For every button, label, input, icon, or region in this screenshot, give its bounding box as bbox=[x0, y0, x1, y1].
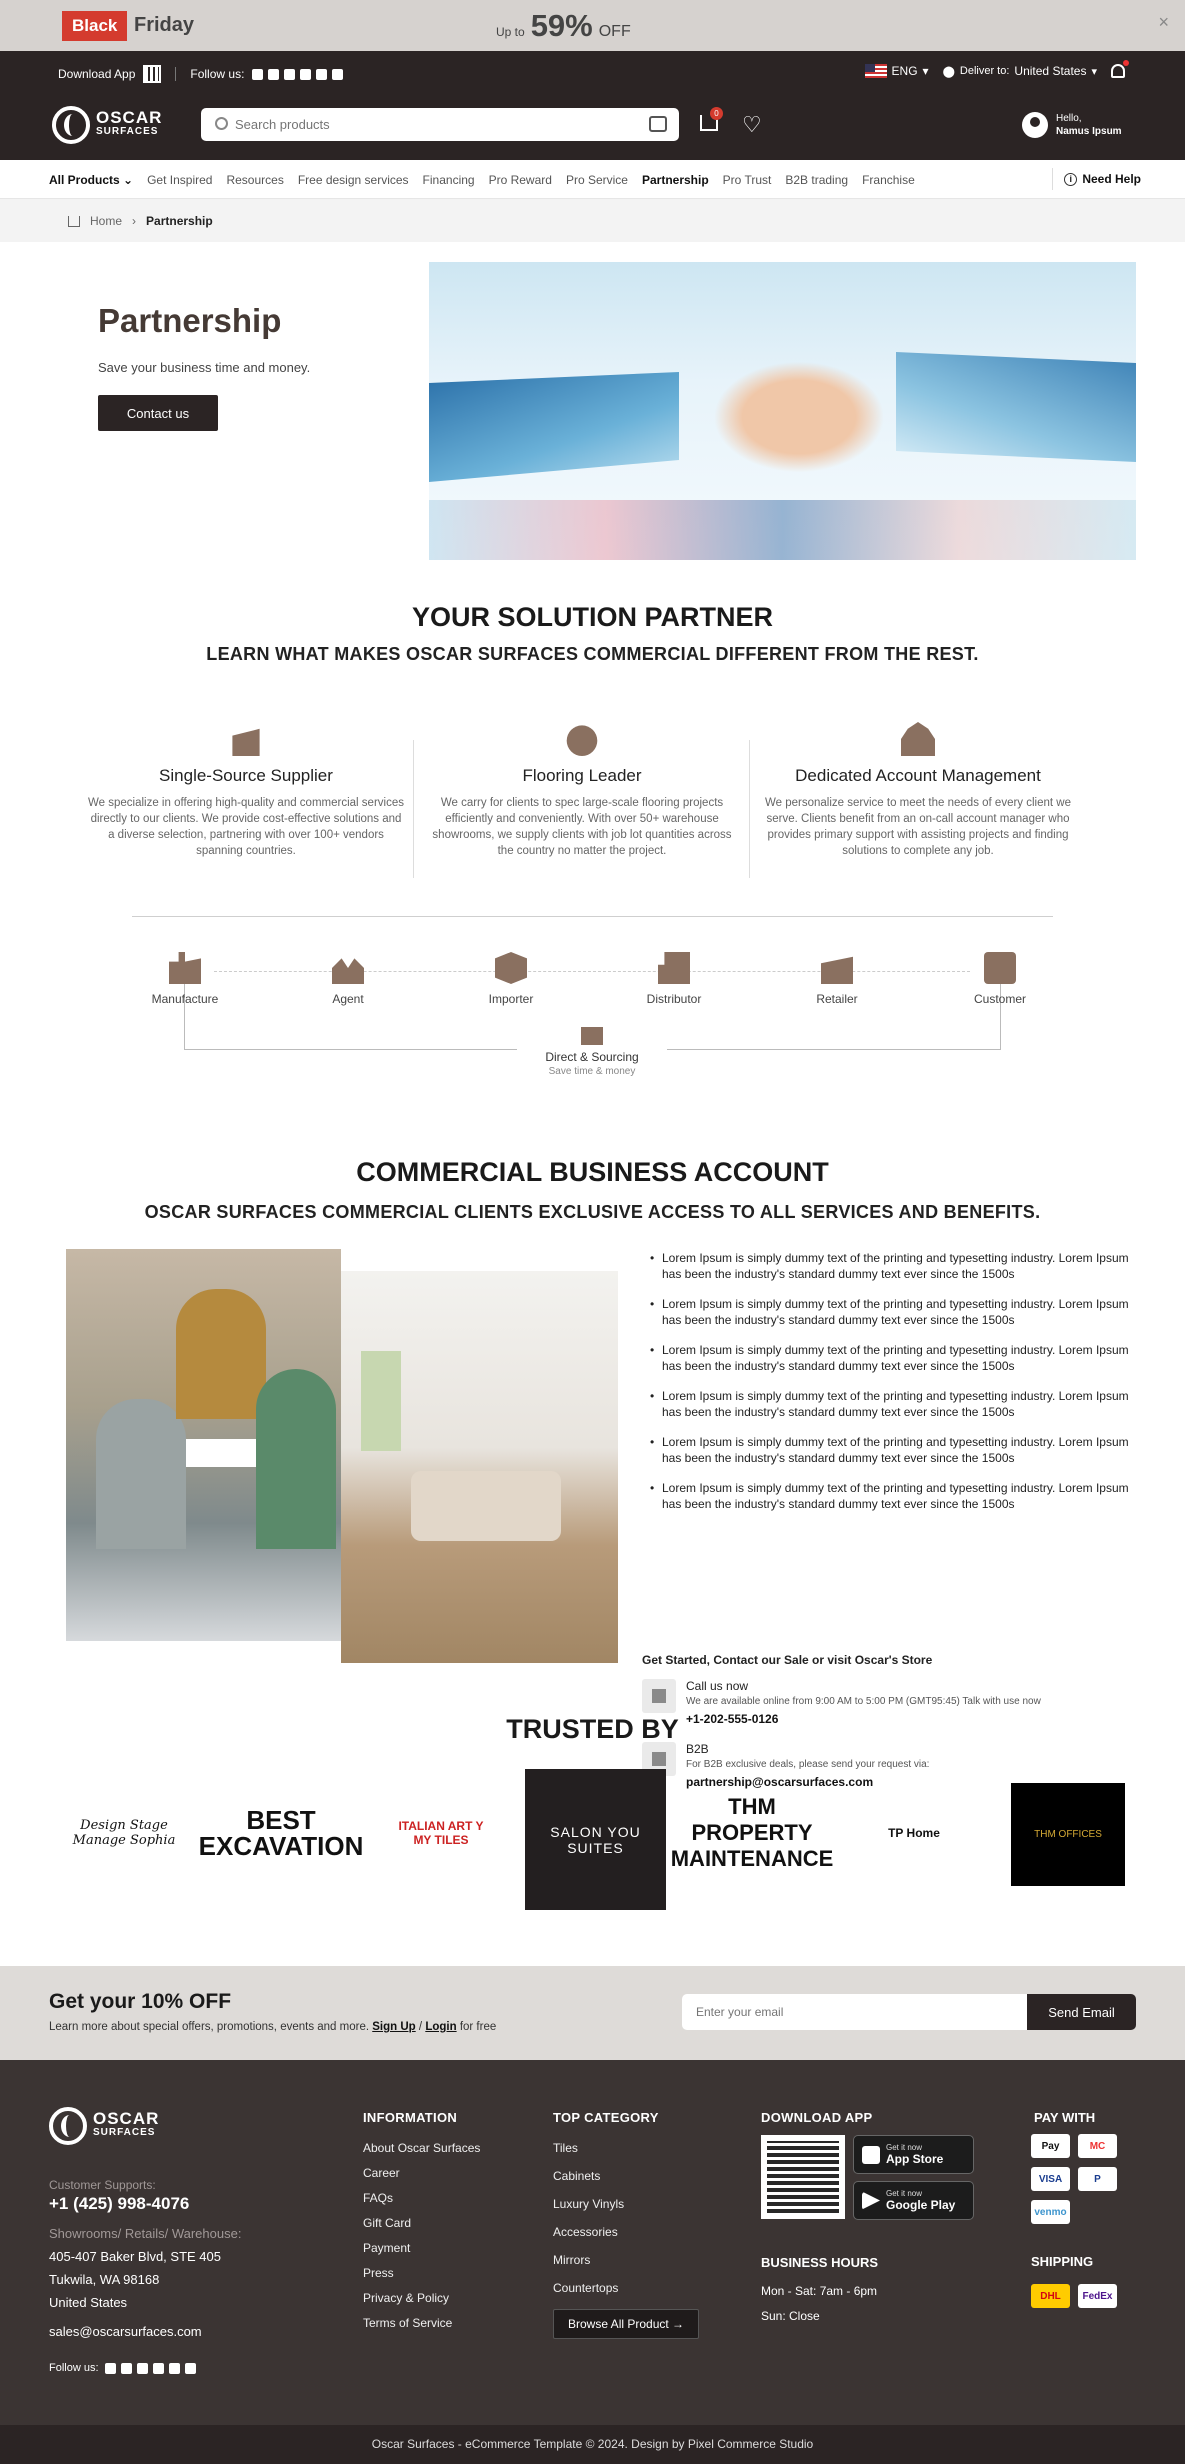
chain-label: Importer bbox=[488, 992, 534, 1006]
browse-all-button[interactable]: Browse All Product → bbox=[553, 2309, 699, 2339]
breadcrumb-trail bbox=[68, 214, 213, 228]
promo-banner[interactable] bbox=[0, 0, 1185, 51]
need-help-label: Need Help bbox=[1082, 172, 1141, 186]
notification-bell-icon[interactable] bbox=[1111, 64, 1125, 78]
hours-title: BUSINESS HOURS bbox=[761, 2255, 879, 2270]
partner-logo-sophia: Design Stage Manage Sophia bbox=[72, 1818, 176, 1848]
google-play-icon bbox=[862, 2192, 880, 2210]
b2b-note: For B2B exclusive deals, please send your request via: bbox=[686, 1759, 930, 1770]
partner-logo-thm: THM PROPERTY MAINTENANCE bbox=[670, 1794, 834, 1871]
nav-item-partnership[interactable]: Partnership bbox=[641, 173, 709, 187]
nav-item-resources[interactable]: Resources bbox=[226, 173, 284, 187]
footer-information bbox=[363, 2110, 480, 2341]
footer-link[interactable]: FAQs bbox=[363, 2191, 394, 2205]
search-icon bbox=[215, 117, 228, 130]
footer-link[interactable]: Cabinets bbox=[553, 2169, 601, 2183]
chevron-down-icon: ▾ bbox=[1091, 65, 1097, 78]
apple-icon bbox=[862, 2146, 880, 2164]
address-line2: Tukwila, WA 98168 bbox=[49, 2272, 160, 2287]
list-item: • Lorem Ipsum is simply dummy text of the printing and typesetting industry. Lorem Ipsum has been the industry's standard dummy text ever since the 1500s bbox=[650, 1480, 1130, 1512]
user-account[interactable] bbox=[1022, 112, 1122, 138]
footer-email[interactable]: sales@oscarsurfaces.com bbox=[49, 2324, 202, 2339]
logo-line2: SURFACES bbox=[96, 126, 159, 137]
contact-title: Get Started, Contact our Sale or visit Oscar's Store bbox=[642, 1653, 933, 1667]
direct-subtitle: Save time & money bbox=[548, 1066, 636, 1077]
partner-logo-salon-you: SALON YOU SUITES bbox=[525, 1769, 666, 1910]
instagram-icon[interactable] bbox=[121, 2363, 132, 2374]
social-icons bbox=[105, 2363, 196, 2374]
nav-item-financing[interactable]: Financing bbox=[422, 173, 475, 187]
facebook-icon[interactable] bbox=[252, 69, 263, 80]
social-icons bbox=[252, 69, 343, 80]
footer-link[interactable]: Terms of Service bbox=[363, 2316, 453, 2330]
app-store-button[interactable] bbox=[853, 2135, 974, 2174]
contact-us-button[interactable]: Contact us bbox=[98, 395, 218, 431]
store-small: Get it now bbox=[886, 2189, 923, 2198]
language-label: ENG bbox=[891, 64, 918, 78]
benefits-list bbox=[650, 1250, 1130, 1526]
team-icon bbox=[901, 722, 935, 756]
list-item: • Lorem Ipsum is simply dummy text of the printing and typesetting industry. Lorem Ipsum has been the industry's standard dummy text ever since the 1500s bbox=[650, 1342, 1130, 1374]
footer-link[interactable]: Gift Card bbox=[363, 2216, 412, 2230]
chevron-down-icon: ⌄ bbox=[123, 173, 134, 187]
topbar-left bbox=[58, 65, 343, 83]
chain-label: Customer bbox=[973, 992, 1026, 1006]
partner-logo-best-excavation: BEST EXCAVATION bbox=[198, 1805, 364, 1861]
photo-person bbox=[256, 1369, 336, 1549]
linkedin-icon[interactable] bbox=[332, 69, 343, 80]
call-note: We are available online from 9:00 AM to 5:00 PM (GMT95:45) Talk with use now bbox=[686, 1696, 1041, 1707]
paypal-icon: P bbox=[1078, 2167, 1117, 2191]
shipping-title: SHIPPING bbox=[1031, 2254, 1094, 2269]
living-room-photo bbox=[341, 1271, 618, 1663]
camera-search-icon[interactable] bbox=[649, 116, 667, 132]
chain-label: Retailer bbox=[816, 992, 858, 1006]
footer-link[interactable]: Payment bbox=[363, 2241, 411, 2255]
hero-image-logistics bbox=[429, 500, 1136, 560]
apple-pay-icon: Pay bbox=[1031, 2134, 1070, 2158]
section-title: COMMERCIAL BUSINESS ACCOUNT bbox=[356, 1157, 829, 1187]
follow-us-label: Follow us: bbox=[190, 67, 245, 81]
avatar bbox=[1022, 112, 1048, 138]
newsletter-text: Learn more about special offers, promotions, events and more. bbox=[49, 2021, 370, 2033]
chain-step-agent bbox=[298, 952, 398, 1006]
tiktok-icon[interactable] bbox=[284, 69, 295, 80]
user-name: Namus Ipsum bbox=[1056, 126, 1122, 137]
chain-label: Manufacture bbox=[151, 992, 219, 1006]
list-item: • Lorem Ipsum is simply dummy text of the printing and typesetting industry. Lorem Ipsum has been the industry's standard dummy text ever since the 1500s bbox=[650, 1296, 1130, 1328]
home-icon bbox=[68, 216, 80, 227]
newsletter-title: Get your 10% OFF bbox=[49, 1990, 232, 2013]
logo[interactable] bbox=[52, 106, 162, 144]
customer-icon bbox=[984, 952, 1016, 984]
deliver-to-label: Deliver to: bbox=[959, 65, 1010, 77]
photo-window bbox=[361, 1351, 401, 1451]
chevron-down-icon: ▾ bbox=[922, 64, 929, 78]
google-play-button[interactable] bbox=[853, 2181, 974, 2220]
chain-label: Agent bbox=[332, 992, 364, 1006]
phone-number[interactable]: +1-202-555-0126 bbox=[686, 1712, 779, 1726]
nav-item-b2b-trading[interactable]: B2B trading bbox=[785, 173, 849, 187]
footer-link[interactable]: Privacy & Policy bbox=[363, 2291, 450, 2305]
newsletter-text-row bbox=[49, 2021, 496, 2033]
nav-item-get-inspired[interactable]: Get Inspired bbox=[147, 173, 213, 187]
breadcrumb-home[interactable]: Home bbox=[90, 214, 123, 228]
column-title: INFORMATION bbox=[363, 2110, 458, 2125]
youtube-icon[interactable] bbox=[300, 69, 311, 80]
direct-sourcing bbox=[517, 1027, 667, 1077]
logo-text bbox=[93, 2109, 160, 2140]
list-item: • Lorem Ipsum is simply dummy text of the printing and typesetting industry. Lorem Ipsum has been the industry's standard dummy text ever since the 1500s bbox=[650, 1388, 1130, 1420]
promo-percent: 59% bbox=[530, 8, 593, 43]
footer-link[interactable]: Countertops bbox=[553, 2281, 619, 2295]
main-nav bbox=[0, 160, 1185, 199]
photo-house-model bbox=[186, 1439, 256, 1467]
address-line3: United States bbox=[49, 2295, 128, 2310]
photo-person bbox=[176, 1289, 266, 1419]
hero-image-city-right bbox=[896, 352, 1136, 462]
mastercard-icon: MC bbox=[1078, 2134, 1117, 2158]
section-title: YOUR SOLUTION PARTNER bbox=[411, 602, 773, 632]
login-link[interactable]: Login bbox=[425, 2021, 457, 2033]
partner-logo-tp-home: TP Home bbox=[888, 1826, 940, 1840]
pay-with-title: PAY WITH bbox=[1034, 2110, 1096, 2125]
nav-item-all-products[interactable] bbox=[49, 173, 133, 187]
qr-code bbox=[761, 2135, 845, 2219]
hours-sunday: Sun: Close bbox=[761, 2309, 820, 2323]
store-label bbox=[886, 2189, 955, 2212]
warehouse-icon bbox=[229, 722, 263, 756]
feature-desc: We carry for clients to spec large-scale flooring projects efficiently and conveniently. With over 50+ warehouse showrooms, we supply clients with job lot quantities across the country no matter the project. bbox=[432, 797, 732, 857]
follow-label: Follow us: bbox=[49, 2362, 99, 2374]
hero-handshake-image bbox=[429, 262, 1136, 560]
hero-section bbox=[0, 242, 1185, 582]
footer-link[interactable]: Luxury Vinyls bbox=[553, 2197, 625, 2211]
business-meeting-photo bbox=[66, 1249, 341, 1641]
phone-icon bbox=[652, 1689, 666, 1703]
locations-label: Showrooms/ Retails/ Warehouse: bbox=[49, 2226, 242, 2241]
need-help-link[interactable] bbox=[1064, 172, 1141, 186]
promo-badge: Black bbox=[62, 11, 127, 41]
signup-link[interactable]: Sign Up bbox=[372, 2021, 416, 2033]
feature-single-source bbox=[78, 722, 414, 859]
partner-logo-thm-offices: THM OFFICES bbox=[1011, 1783, 1125, 1886]
hero-subtitle: Save your business time and money. bbox=[98, 360, 311, 375]
chain-step-customer bbox=[950, 952, 1050, 1006]
search-bar bbox=[201, 108, 679, 141]
breadcrumb-current: Partnership bbox=[146, 214, 213, 228]
venmo-icon: venmo bbox=[1031, 2200, 1070, 2224]
promo-word: Friday bbox=[134, 14, 195, 36]
footer-link[interactable]: About Oscar Surfaces bbox=[363, 2141, 481, 2155]
photo-sofa bbox=[411, 1471, 561, 1541]
factory-icon bbox=[169, 952, 201, 984]
store-name: Google Play bbox=[886, 2198, 956, 2212]
instagram-icon[interactable] bbox=[268, 69, 279, 80]
section-title: TRUSTED BY bbox=[506, 1714, 679, 1744]
footer-follow bbox=[49, 2362, 196, 2374]
nav-item-franchise[interactable]: Franchise bbox=[862, 173, 915, 187]
download-app-link[interactable]: Download App bbox=[58, 67, 136, 81]
footer bbox=[0, 2060, 1185, 2425]
footer-link[interactable]: Accessories bbox=[553, 2225, 618, 2239]
linkedin-icon[interactable] bbox=[185, 2363, 196, 2374]
qr-icon[interactable] bbox=[143, 65, 161, 83]
b2b-email[interactable]: partnership@oscarsurfaces.com bbox=[686, 1775, 874, 1789]
for-free-text: for free bbox=[459, 2021, 497, 2033]
search-input[interactable] bbox=[235, 117, 635, 132]
hero-image-handshake bbox=[699, 352, 899, 482]
chain-step-retailer bbox=[787, 952, 887, 1006]
trusted-by-section bbox=[0, 1714, 1185, 1966]
pinterest-icon[interactable] bbox=[316, 69, 327, 80]
chevron-right-icon: › bbox=[132, 214, 137, 228]
chain-label: Distributor bbox=[646, 992, 702, 1006]
topbar-right bbox=[865, 64, 1125, 78]
nav-item-pro-trust[interactable]: Pro Trust bbox=[722, 173, 772, 187]
box-icon bbox=[495, 952, 527, 984]
column-title: TOP CATEGORY bbox=[553, 2110, 659, 2125]
medal-icon bbox=[565, 722, 599, 756]
nav-item-pro-reward[interactable]: Pro Reward bbox=[488, 173, 552, 187]
youtube-icon[interactable] bbox=[153, 2363, 164, 2374]
partner-logo-ymy-tiles: ITALIAN ART Y MY TILES bbox=[398, 1819, 484, 1847]
truck-icon bbox=[581, 1027, 603, 1045]
qr-pattern bbox=[767, 2141, 839, 2213]
logo bbox=[49, 2107, 159, 2145]
photo-person bbox=[96, 1399, 186, 1549]
divider bbox=[132, 916, 1053, 917]
feature-account-management bbox=[750, 722, 1086, 859]
chain-step-manufacture bbox=[135, 952, 235, 1006]
chain-step-distributor bbox=[624, 952, 724, 1006]
pinterest-icon[interactable] bbox=[169, 2363, 180, 2374]
wishlist-heart-icon[interactable]: ♡ bbox=[742, 112, 762, 137]
support-phone[interactable]: +1 (425) 998-4076 bbox=[49, 2194, 190, 2213]
deliver-to-value: United States bbox=[1014, 64, 1087, 78]
footer-top-category bbox=[553, 2110, 699, 2339]
column-title: DOWNLOAD APP bbox=[761, 2110, 873, 2125]
breadcrumb bbox=[0, 199, 1185, 242]
deliver-to-selector[interactable] bbox=[943, 64, 1097, 78]
us-flag-icon bbox=[865, 64, 887, 78]
language-selector[interactable] bbox=[865, 64, 929, 78]
nav-item-free-design[interactable]: Free design services bbox=[297, 173, 409, 187]
hero-image-city-left bbox=[429, 372, 679, 482]
store-label bbox=[886, 2143, 943, 2166]
logo-line1: OSCAR bbox=[96, 108, 163, 127]
store-icon bbox=[821, 952, 853, 984]
footer-link[interactable]: Tiles bbox=[553, 2141, 578, 2155]
logo-mark bbox=[49, 2107, 87, 2145]
solution-partner-section bbox=[0, 582, 1185, 1157]
location-pin-icon: ⬤ bbox=[942, 65, 955, 78]
store-name: App Store bbox=[886, 2152, 944, 2166]
footer-link[interactable]: Career bbox=[363, 2166, 400, 2180]
section-subtitle: LEARN WHAT MAKES OSCAR SURFACES COMMERCIAL DIFFERENT FROM THE REST. bbox=[206, 644, 979, 664]
newsletter-section bbox=[0, 1966, 1185, 2060]
promo-off: OFF bbox=[598, 23, 631, 40]
hours-weekday: Mon - Sat: 7am - 6pm bbox=[761, 2284, 878, 2298]
list-item: • Lorem Ipsum is simply dummy text of the printing and typesetting industry. Lorem Ipsum has been the industry's standard dummy text ever since the 1500s bbox=[650, 1434, 1130, 1466]
footer-logo[interactable] bbox=[49, 2107, 159, 2145]
promo-offer bbox=[496, 8, 631, 44]
nav-list bbox=[49, 173, 915, 187]
list-item: • Lorem Ipsum is simply dummy text of the printing and typesetting industry. Lorem Ipsum has been the industry's standard dummy text ever since the 1500s bbox=[650, 1250, 1130, 1282]
feature-desc: We personalize service to meet the needs of every client we serve. Clients benefit from an on-call account manager who provides primary support with assisting projects and finding solutions to complete any job. bbox=[765, 797, 1071, 857]
logo-line1: OSCAR bbox=[93, 2109, 160, 2128]
copyright-bar: Oscar Surfaces - eCommerce Template © 2024. Design by Pixel Commerce Studio bbox=[0, 2425, 1185, 2464]
visa-icon: VISA bbox=[1031, 2167, 1070, 2191]
logo-text bbox=[96, 108, 163, 139]
call-label: Call us now bbox=[686, 1679, 749, 1693]
page-title: Partnership bbox=[98, 302, 282, 339]
distributor-icon bbox=[658, 952, 690, 984]
chain-step-importer bbox=[461, 952, 561, 1006]
user-greeting bbox=[1056, 112, 1122, 138]
send-email-button[interactable]: Send Email bbox=[1027, 1994, 1136, 2030]
fedex-icon: FedEx bbox=[1078, 2284, 1117, 2308]
promo-upto: Up to bbox=[496, 25, 525, 39]
support-label: Customer Supports: bbox=[49, 2178, 156, 2192]
cart-count-badge: 0 bbox=[710, 107, 723, 120]
section-subtitle: OSCAR SURFACES COMMERCIAL CLIENTS EXCLUSIVE ACCESS TO ALL SERVICES AND BENEFITS. bbox=[144, 1202, 1041, 1222]
logo-mark bbox=[52, 106, 90, 144]
footer-link[interactable]: Mirrors bbox=[553, 2253, 591, 2267]
store-small: Get it now bbox=[886, 2143, 923, 2152]
tiktok-icon[interactable] bbox=[137, 2363, 148, 2374]
facebook-icon[interactable] bbox=[105, 2363, 116, 2374]
divider bbox=[175, 67, 176, 81]
email-field[interactable] bbox=[682, 1994, 1027, 2030]
logo-line2: SURFACES bbox=[93, 2127, 156, 2138]
address-line1: 405-407 Baker Blvd, STE 405 bbox=[49, 2249, 221, 2264]
slash: / bbox=[418, 2021, 423, 2033]
nav-item-pro-service[interactable]: Pro Service bbox=[565, 173, 628, 187]
feature-flooring-leader bbox=[414, 722, 750, 859]
agent-icon bbox=[332, 952, 364, 984]
feature-title: Dedicated Account Management bbox=[795, 766, 1041, 785]
close-icon[interactable]: × bbox=[1158, 12, 1169, 32]
greeting-text: Hello, bbox=[1056, 113, 1082, 124]
main-header bbox=[0, 94, 1185, 160]
feature-desc: We specialize in offering high-quality and commercial services directly to our clients. We provide cost-effective solutions and a diverse selection, partnering with over 100+ vendors spanning countries. bbox=[88, 797, 404, 857]
b2b-label: B2B bbox=[686, 1742, 709, 1756]
direct-title: Direct & Sourcing bbox=[545, 1050, 639, 1064]
info-icon: i bbox=[1064, 173, 1077, 186]
feature-title: Flooring Leader bbox=[522, 766, 642, 785]
dhl-icon: DHL bbox=[1031, 2284, 1070, 2308]
feature-title: Single-Source Supplier bbox=[159, 766, 333, 785]
footer-link[interactable]: Press bbox=[363, 2266, 394, 2280]
phone-icon-box bbox=[642, 1679, 676, 1713]
nav-item-label: All Products bbox=[49, 173, 120, 187]
top-utility-bar bbox=[0, 51, 1185, 94]
